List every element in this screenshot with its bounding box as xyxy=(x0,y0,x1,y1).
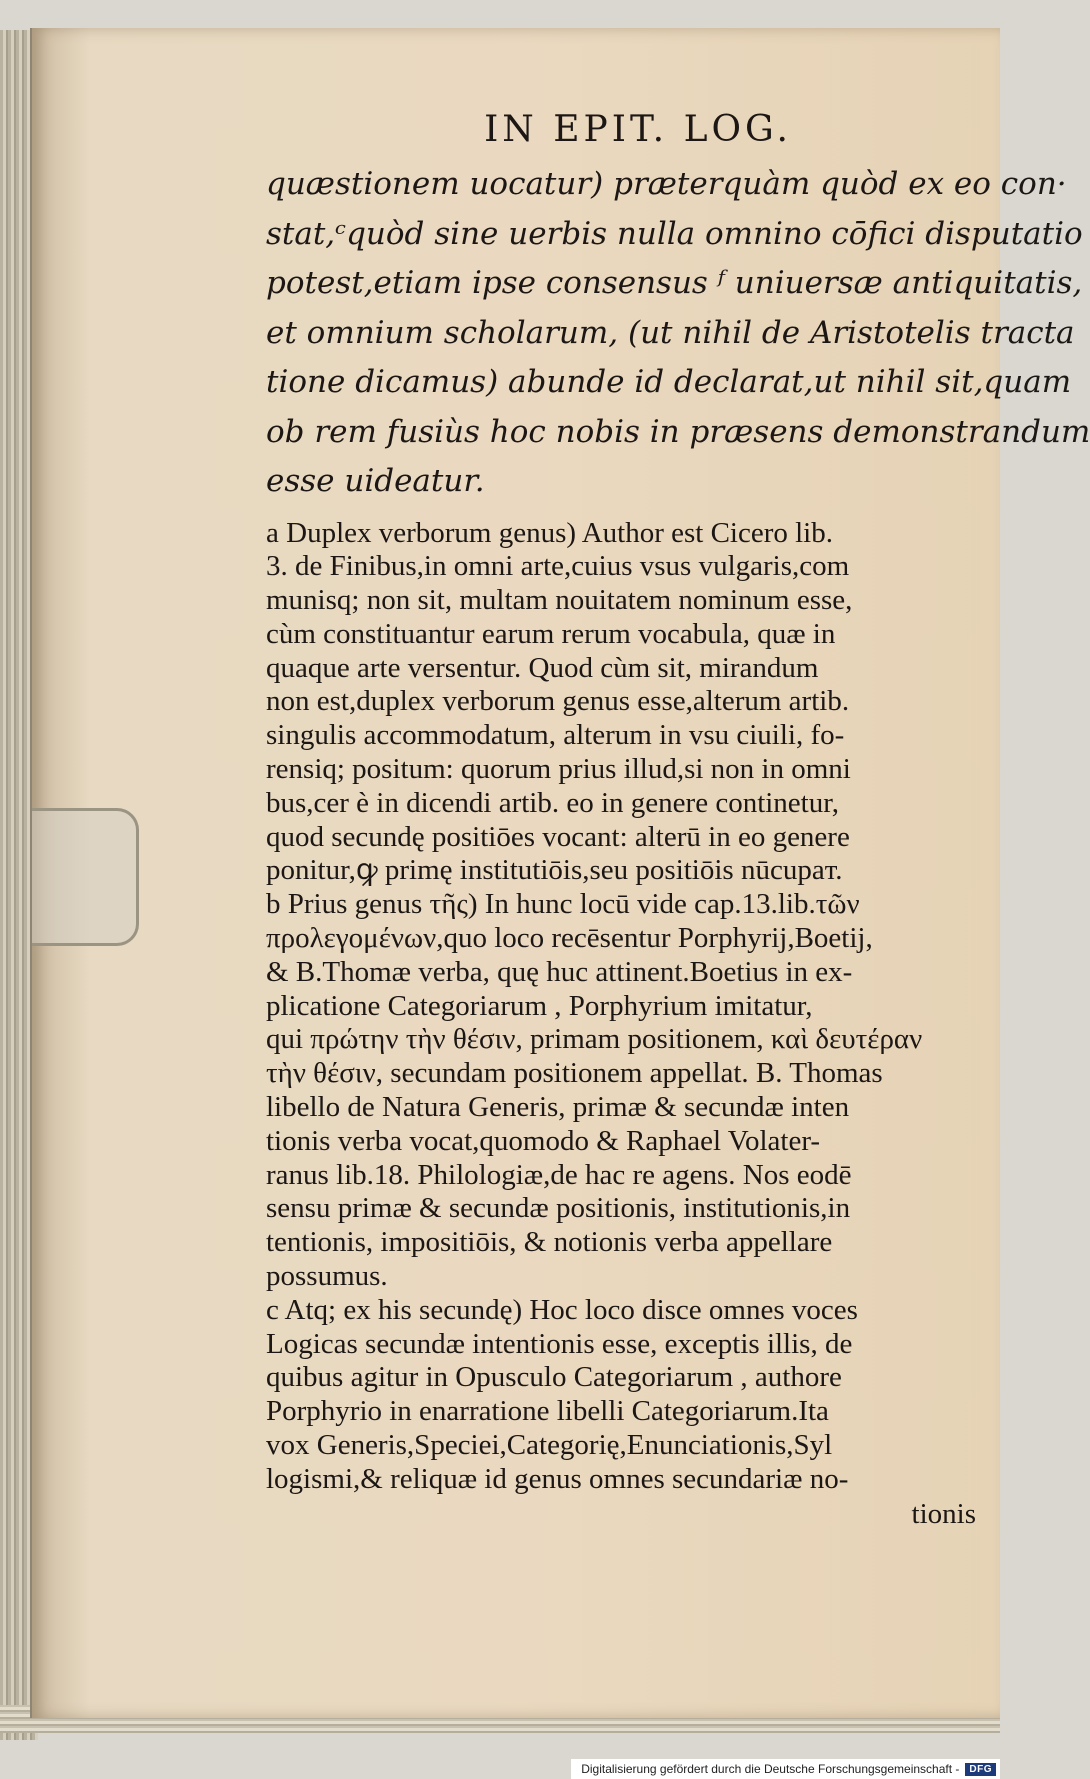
note-line: c Atq; ex his secundę) Hoc loco disce omnes voces xyxy=(266,1293,858,1326)
note-line: non est,duplex verborum genus esse,alterum artib. xyxy=(266,685,850,718)
note-line: sensu primæ & secundæ positionis, institutionis,in xyxy=(266,1192,851,1225)
note-line: προλεγομένων,quo loco recēsentur Porphyrij,Boetij, xyxy=(266,922,873,955)
main-text-line: ob rem fusiùs hoc nobis in præsens demonstrandum xyxy=(266,413,1090,450)
note-line: rensiq; positum: quorum prius illud,si non in omni xyxy=(266,753,851,786)
main-text-line: esse uideatur. xyxy=(266,463,485,499)
page-text xyxy=(266,106,1090,1531)
note-line: plicatione Categoriarum , Porphyrium imitatur, xyxy=(266,989,813,1022)
note-line: ranus lib.18. Philologiæ,de hac re agens. Nos eodē xyxy=(266,1158,852,1191)
catchword: tionis xyxy=(911,1497,976,1530)
note-line: libello de Natura Generis, primæ & secundæ inten xyxy=(266,1091,850,1124)
main-text-line: stat,ᶜquòd sine uerbis nulla omnino cōfici disputatio xyxy=(266,215,1083,252)
page-clip xyxy=(32,808,139,946)
dfg-logo: DFG xyxy=(965,1763,996,1776)
main-text-line: tione dicamus) abunde id declarat,ut nihil sit,quam xyxy=(266,364,1072,400)
note-line: vox Generis,Speciei,Categorię,Enunciationis,Syl xyxy=(266,1429,833,1462)
running-head: IN EPIT. LOG. xyxy=(484,109,792,150)
commentary-notes xyxy=(266,517,990,1497)
note-line: qui πρώτην τὴν θέσιν, primam positionem, καὶ δευτέραν xyxy=(266,1023,923,1056)
note-line: tionis verba vocat,quomodo & Raphael Volater- xyxy=(266,1124,821,1157)
note-line: quod secundę positiōes vocant: alterū in eo genere xyxy=(266,820,850,853)
note-line: tentionis, impositiōis, & notionis verba appellare xyxy=(266,1226,833,1259)
note-line: logismi,& reliquæ id genus omnes secundariæ no- xyxy=(266,1462,849,1495)
note-line: Logicas secundæ intentionis esse, exceptis illis, de xyxy=(266,1327,853,1360)
note-line: possumus. xyxy=(266,1260,388,1293)
note-line: & B.Thomæ verba, quę huc attinent.Boetius in ex- xyxy=(266,955,853,988)
note-line: a Duplex verborum genus) Author est Cicero lib. xyxy=(266,516,833,549)
note-line: Porphyrio in enarratione libelli Categoriarum.Ita xyxy=(266,1395,829,1428)
note-line: 3. de Finibus,in omni arte,cuius vsus vulgaris,com xyxy=(266,550,850,583)
main-text-line: et omnium scholarum, (ut nihil de Aristotelis tracta xyxy=(266,314,1075,351)
note-line: bus,cer è in dicendi artib. eo in genere continetur, xyxy=(266,786,839,819)
note-line: ponitur,ꝙ primę institutiōis,seu positiōis nūcupaт. xyxy=(266,854,843,887)
note-line: b Prius genus τῆς) In hunc locū vide cap.13.lib.τῶν xyxy=(266,888,860,921)
note-line: cùm constituantur earum rerum vocabula, quæ in xyxy=(266,617,836,650)
main-text-line: quæstionem uocatur) præterquàm quòd ex eo con· xyxy=(266,166,1067,202)
note-line: τὴν θέσιν, secundam positionem appellat. B. Thomas xyxy=(266,1057,883,1090)
digitization-credit xyxy=(571,1759,1000,1779)
note-line: quibus agitur in Opusculo Categoriarum , authore xyxy=(266,1361,842,1394)
book-page xyxy=(30,28,1090,1718)
note-line: singulis accommodatum, alterum in vsu ciuili, fo- xyxy=(266,719,845,752)
credit-text: Digitalisierung gefördert durch die Deutsche Forschungsgemeinschaft - xyxy=(581,1762,960,1776)
main-text xyxy=(266,160,1090,507)
note-line: munisq; non sit, multam nouitatem nominum esse, xyxy=(266,584,853,617)
note-line: quaque arte versentur. Quod cùm sit, mirandum xyxy=(266,651,819,684)
main-text-line: potest,etiam ipse consensus ᶠ uniuersæ antiquitatis, xyxy=(266,265,1083,301)
